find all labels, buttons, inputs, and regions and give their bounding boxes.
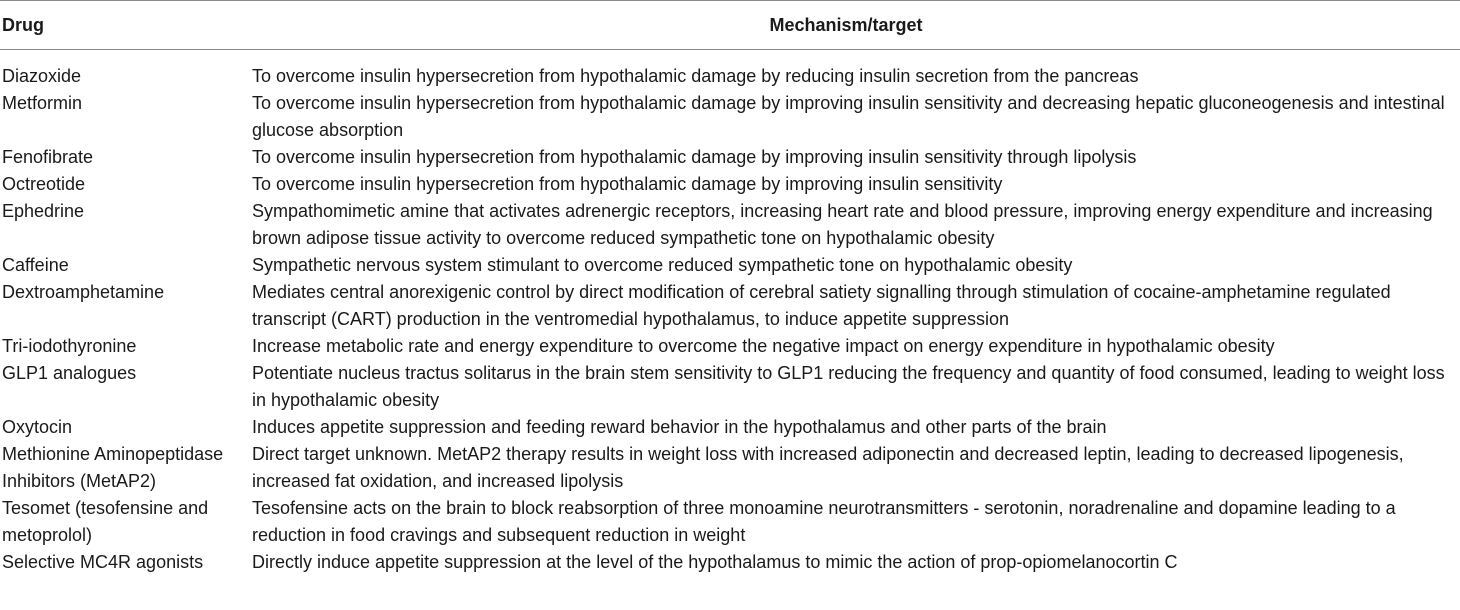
drug-cell: Tesomet (tesofensine and metoprolol) xyxy=(2,498,209,545)
table-row xyxy=(0,50,1460,91)
table-body xyxy=(0,50,1460,577)
mechanism-cell: Induces appetite suppression and feeding reward behavior in the hypothalamus and other parts of the brain xyxy=(252,417,1107,437)
table-row xyxy=(0,495,1460,549)
mechanism-cell: Potentiate nucleus tractus solitarus in the brain stem sensitivity to GLP1 reducing the frequency and quantity of food consumed, leading to weight loss in hypothalamic obesity xyxy=(252,363,1445,410)
table-row xyxy=(0,333,1460,360)
mechanism-cell: To overcome insulin hypersecretion from hypothalamic damage by improving insulin sensitivity through lipolysis xyxy=(252,147,1137,167)
mechanism-cell: To overcome insulin hypersecretion from hypothalamic damage by improving insulin sensitivity xyxy=(252,174,1003,194)
mechanism-cell: Increase metabolic rate and energy expenditure to overcome the negative impact on energy expenditure in hypothalamic obesity xyxy=(252,336,1275,356)
drug-cell: Metformin xyxy=(2,93,83,113)
drug-cell: GLP1 analogues xyxy=(2,363,137,383)
table-row xyxy=(0,360,1460,414)
table-header xyxy=(0,1,1460,50)
drug-cell: Ephedrine xyxy=(2,201,85,221)
drug-cell: Dextroamphetamine xyxy=(2,282,165,302)
table-row xyxy=(0,144,1460,171)
mechanism-cell: Mediates central anorexigenic control by direct modification of cerebral satiety signalling through stimulation of cocaine-amphetamine regulated transcript (CART) production in the ventromedial hypothalamus, to induce appetite suppression xyxy=(252,282,1391,329)
drug-cell: Selective MC4R agonists xyxy=(2,552,204,572)
drug-cell: Caffeine xyxy=(2,255,69,275)
drug-cell: Oxytocin xyxy=(2,417,73,437)
table-row xyxy=(0,198,1460,252)
mechanism-cell: Direct target unknown. MetAP2 therapy results in weight loss with increased adiponectin and decreased leptin, leading to decreased lipogenesis, increased fat oxidation, and increased lipolysis xyxy=(252,444,1404,491)
table-row xyxy=(0,549,1460,576)
table-row xyxy=(0,252,1460,279)
drug-cell: Tri-iodothyronine xyxy=(2,336,137,356)
mechanism-cell: To overcome insulin hypersecretion from hypothalamic damage by improving insulin sensitivity and decreasing hepatic gluconeogenesis and intestinal glucose absorption xyxy=(252,93,1445,140)
table-row xyxy=(0,279,1460,333)
table-row xyxy=(0,414,1460,441)
mechanism-cell: To overcome insulin hypersecretion from hypothalamic damage by reducing insulin secretion from the pancreas xyxy=(252,66,1139,86)
drug-cell: Octreotide xyxy=(2,174,86,194)
drug-cell: Methionine Aminopeptidase Inhibitors (MetAP2) xyxy=(2,444,224,491)
mechanism-cell: Tesofensine acts on the brain to block reabsorption of three monoamine neurotransmitters - serotonin, noradrenaline and dopamine leading to a reduction in food cravings and subsequent reduction in weight xyxy=(252,498,1396,545)
table-row xyxy=(0,171,1460,198)
table-row xyxy=(0,441,1460,495)
drug-cell: Diazoxide xyxy=(2,66,82,86)
mechanism-cell: Sympathomimetic amine that activates adrenergic receptors, increasing heart rate and blood pressure, improving energy expenditure and increasing brown adipose tissue activity to overcome reduced sympathetic tone on hypothalamic obesity xyxy=(252,201,1433,248)
drug-cell: Fenofibrate xyxy=(2,147,94,167)
header-row xyxy=(0,1,1460,50)
mechanism-cell: Directly induce appetite suppression at the level of the hypothalamus to mimic the action of prop-opiomelanocortin C xyxy=(252,552,1178,572)
table-row xyxy=(0,90,1460,144)
column-header-drug: Drug xyxy=(0,1,252,50)
mechanism-cell: Sympathetic nervous system stimulant to overcome reduced sympathetic tone on hypothalamic obesity xyxy=(252,255,1073,275)
column-header-mechanism: Mechanism/target xyxy=(252,1,1460,50)
